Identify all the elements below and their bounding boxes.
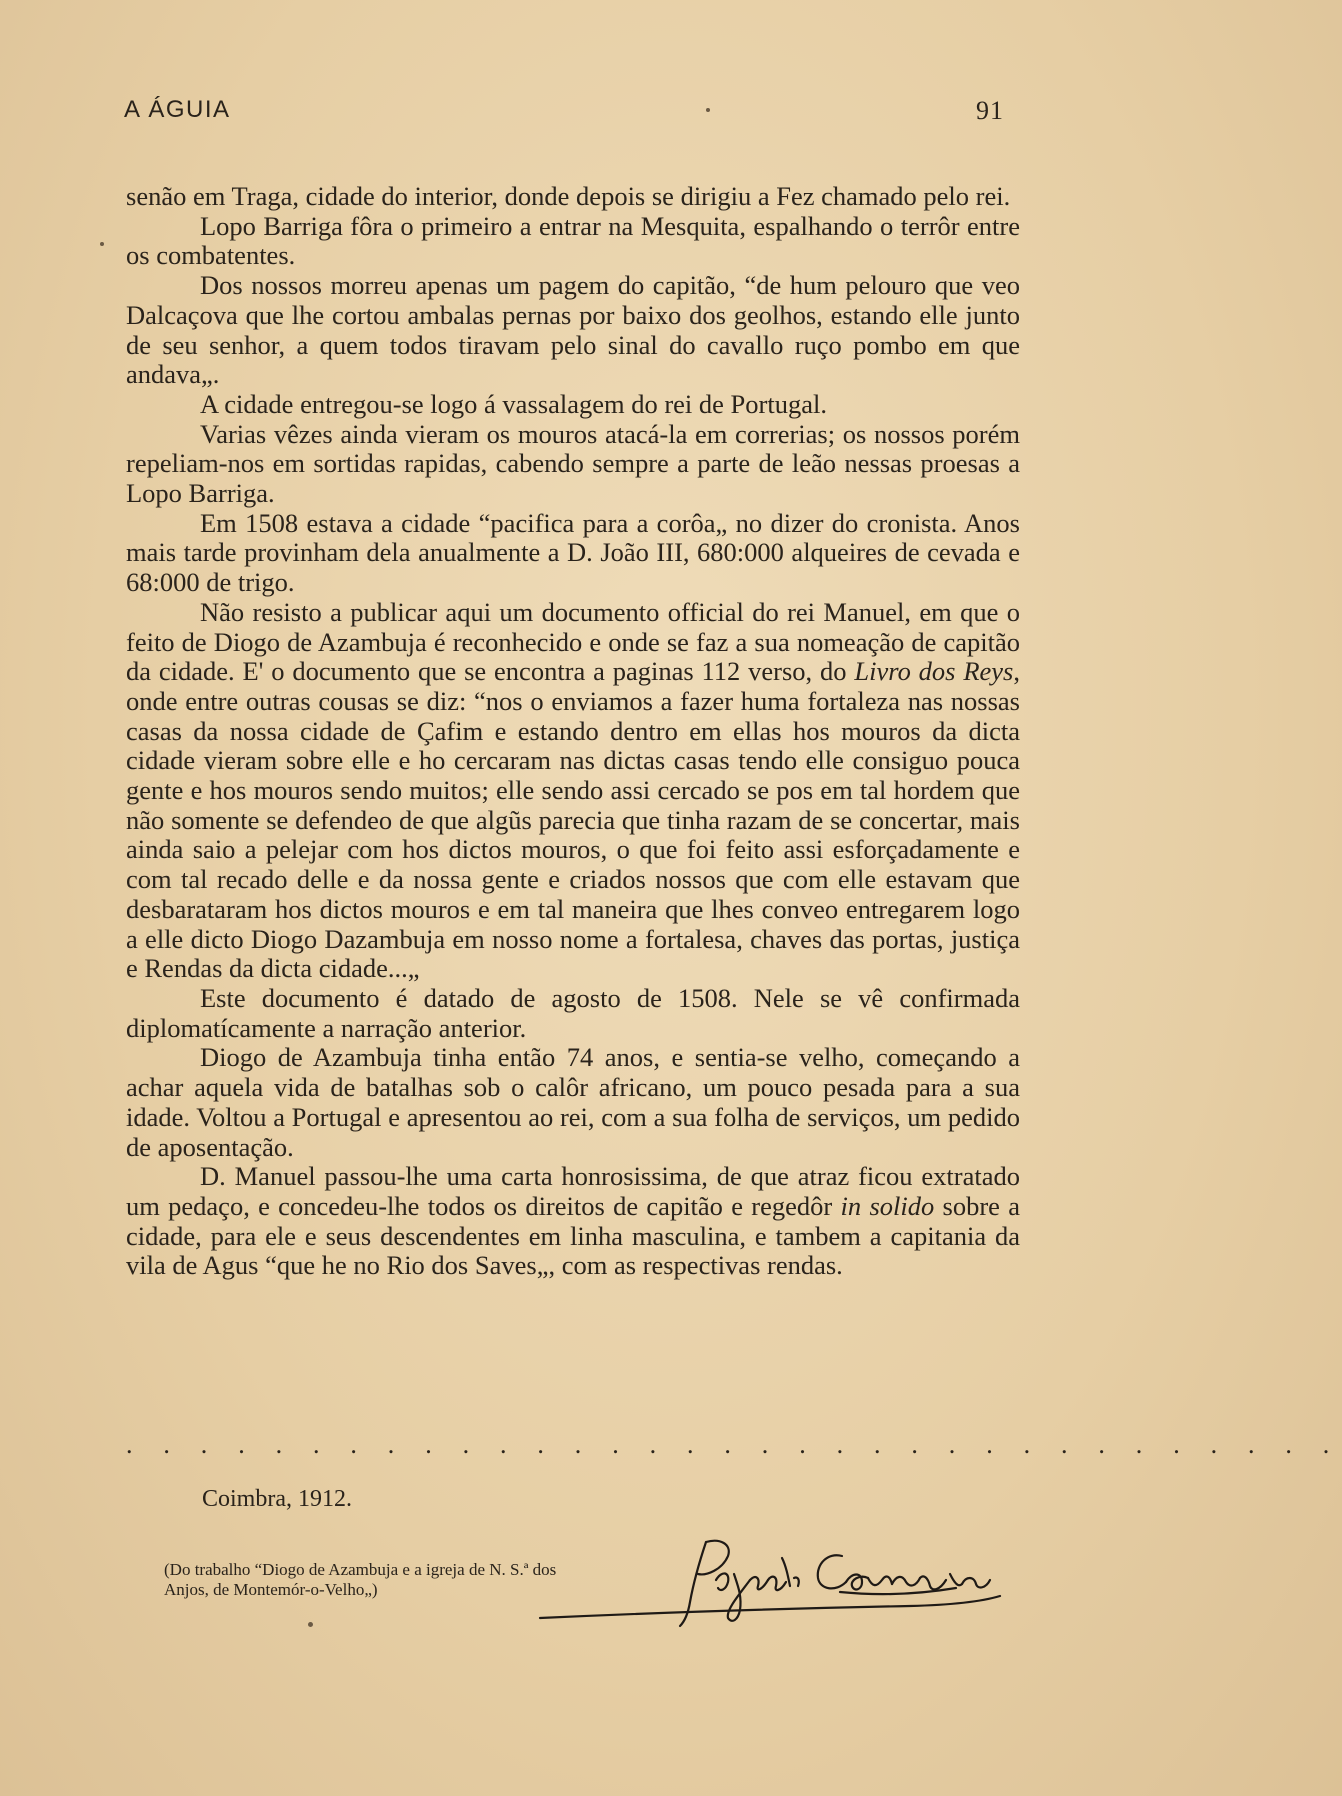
margin-speck <box>100 242 104 246</box>
paragraph-text: sobre a cidade, para ele e seus descendentes em linha masculina, e tambem a capitania da vila de Agus “que he no Rio dos Saves„, com as respectivas rendas. <box>126 1190 1020 1281</box>
author-signature <box>610 1530 1020 1630</box>
paragraph-text: Diogo de Azambuja tinha então 74 anos, e sentia-se velho, começando a achar aquela vida de batalhas sob o calôr africano, um pouco pesada para a sua idade. Voltou a Portugal e apresentou ao rei, com a sua folha de serviços, um pedido de aposentação. <box>126 1042 1020 1162</box>
paragraph-text: Lopo Barriga fôra o primeiro a entrar na Mesquita, espalhando o terrôr entre os combatentes. <box>126 210 1020 271</box>
paragraph-text: Dos nossos morreu apenas um pagem do capitão, “de hum pelouro que veo Dalcaçova que lhe cortou ambalas pernas por baixo dos geolhos, estando elle junto de seu senhor, a quem todos tiravam pelo sinal do cavallo ruço pombo em que andava„. <box>126 270 1020 390</box>
body-paragraph <box>126 509 1020 598</box>
margin-speck <box>706 108 710 112</box>
margin-speck <box>308 1622 313 1627</box>
paragraph-text: Não resisto a publicar aqui um documento official do rei Manuel, em que o feito de Diogo de Azambuja é reconhecido e onde se faz a sua nomeação de capitão da cidade. E' o documento que se encontra a paginas 112 verso, do <box>126 596 1020 687</box>
body-paragraph <box>126 984 1020 1043</box>
italic-title: Livro dos Reys <box>854 656 1014 687</box>
signature-icon <box>610 1530 1020 1630</box>
body-paragraph <box>126 598 1020 984</box>
paragraph-text: Varias vêzes ainda vieram os mouros atacá-la em correrias; os nossos porém repeliam-nos em sortidas rapidas, cabendo sempre a parte de leão nessas proesas a Lopo Barriga. <box>126 418 1020 509</box>
page-number: 91 <box>976 96 1004 125</box>
body-paragraph <box>126 1043 1020 1162</box>
body-paragraph <box>126 420 1020 509</box>
body-paragraph <box>126 271 1020 390</box>
article-body <box>126 182 1020 1281</box>
paragraph-text: A cidade entregou-se logo á vassalagem do rei de Portugal. <box>200 388 827 419</box>
paragraph-text: , onde entre outras cousas se diz: “nos o enviamos a fazer huma fortaleza nas nossas casas da nossa cidade de Çafim e estando dentro em ellas hos mouros da dicta cidade vieram sobre elle e ho cercaram nas dictas casas tendo elle consiguo pouca gente e hos mouros sendo muitos; elle sendo assi cercado se pos em tal hordem que não somente se defendeo de que algũs parecia que tinha razam de se concertar, mais ainda saio a pelejar com hos dictos mouros, o que foi feito assi esforçadamente e com tal recado delle e da nossa gente e criados nossos que com elle estavam que desbarataram hos dictos mouros e em tal maneira que lhes conveo entregarem logo a elle dicto Diogo Dazambuja em nosso nome a fortalesa, chaves das portas, justiça e Rendas da dicta cidade...„ <box>126 656 1020 984</box>
italic-title: in solido <box>840 1190 935 1221</box>
paragraph-text: Em 1508 estava a cidade “pacifica para a corôa„ no dizer do cronista. Anos mais tarde provinham dela anualmente a D. João III, 680:000 alqueires de cevada e 68:000 de trigo. <box>126 507 1020 598</box>
source-footnote: (Do trabalho “Diogo de Azambuja e a igreja de N. S.ª dos Anjos, de Montemór-o-Velho„) <box>164 1560 557 1599</box>
paragraph-text: senão em Traga, cidade do interior, donde depois se dirigiu a Fez chamado pelo rei. <box>126 181 1011 211</box>
body-paragraph <box>126 1162 1020 1281</box>
paragraph-text: Este documento é datado de agosto de 1508. Nele se vê confirmada diplomatícamente a narração anterior. <box>126 982 1020 1043</box>
running-head <box>124 96 1012 136</box>
body-paragraph <box>126 390 1020 420</box>
body-paragraph <box>126 212 1020 271</box>
journal-title: A ÁGUIA <box>124 96 231 123</box>
ellipsis-divider: . . . . . . . . . . . . . . . . . . . . . . . . . . . . . . . . . <box>126 1430 1342 1459</box>
paragraph-text: D. Manuel passou-lhe uma carta honrosissima, de que atraz ficou extratado um pedaço, e concedeu-lhe todos os direitos de capitão e regedôr <box>126 1161 1020 1221</box>
place-and-date: Coimbra, 1912. <box>202 1486 352 1512</box>
body-paragraph <box>126 182 1020 212</box>
